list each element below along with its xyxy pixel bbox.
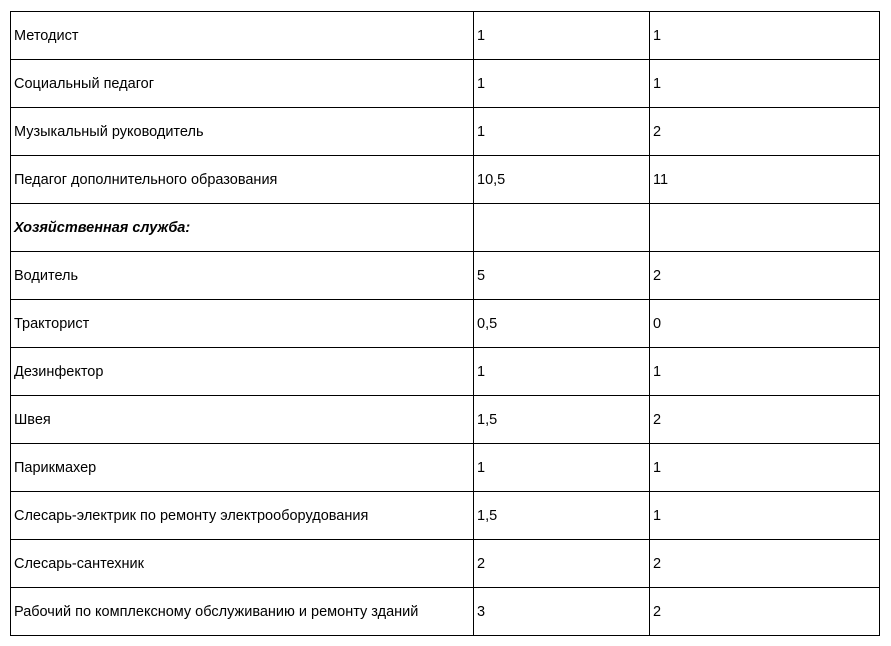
- staff-count-cell-1: 2: [474, 540, 650, 588]
- position-name-cell: Парикмахер: [11, 444, 474, 492]
- staff-count-cell-1: 5: [474, 252, 650, 300]
- table-row: [11, 12, 880, 60]
- table-row: [11, 444, 880, 492]
- staff-count-cell-1: 1: [474, 444, 650, 492]
- table-row: [11, 300, 880, 348]
- table-row: [11, 156, 880, 204]
- staff-table-body: [11, 12, 880, 636]
- table-row: [11, 540, 880, 588]
- staff-count-cell-2: 1: [650, 444, 880, 492]
- table-row: [11, 588, 880, 636]
- staff-count-cell-1: 3: [474, 588, 650, 636]
- staff-count-cell-2: 2: [650, 540, 880, 588]
- staff-count-cell-2: 1: [650, 348, 880, 396]
- staff-count-cell-1: 1: [474, 60, 650, 108]
- table-row: [11, 348, 880, 396]
- staff-count-cell-2: 1: [650, 60, 880, 108]
- staff-count-cell-2: 2: [650, 252, 880, 300]
- staff-count-cell-1: 1,5: [474, 492, 650, 540]
- table-row: [11, 492, 880, 540]
- staff-count-cell-2: 0: [650, 300, 880, 348]
- table-row: [11, 396, 880, 444]
- staff-count-cell-1: 1: [474, 12, 650, 60]
- table-row: [11, 60, 880, 108]
- staff-count-cell-1: 1: [474, 108, 650, 156]
- position-name-cell: Слесарь-электрик по ремонту электрооборудования: [11, 492, 474, 540]
- staff-count-cell-1: 0,5: [474, 300, 650, 348]
- section-header-row: [11, 204, 880, 252]
- staff-count-cell-2: 1: [650, 12, 880, 60]
- table-row: [11, 108, 880, 156]
- staff-count-cell-2: 2: [650, 108, 880, 156]
- position-name-cell: Швея: [11, 396, 474, 444]
- staff-count-cell-2: 2: [650, 396, 880, 444]
- position-name-cell: Рабочий по комплексному обслуживанию и ремонту зданий: [11, 588, 474, 636]
- position-name-cell: Педагог дополнительного образования: [11, 156, 474, 204]
- table-row: [11, 252, 880, 300]
- section-title: Хозяйственная служба:: [11, 204, 474, 252]
- position-name-cell: Дезинфектор: [11, 348, 474, 396]
- position-name-cell: Тракторист: [11, 300, 474, 348]
- position-name-cell: Социальный педагог: [11, 60, 474, 108]
- position-name-cell: Музыкальный руководитель: [11, 108, 474, 156]
- position-name-cell: Методист: [11, 12, 474, 60]
- staff-count-cell-1: [474, 204, 650, 252]
- staff-table: [10, 11, 880, 636]
- staff-count-cell-2: 2: [650, 588, 880, 636]
- position-name-cell: Водитель: [11, 252, 474, 300]
- staff-count-cell-1: 10,5: [474, 156, 650, 204]
- staff-count-cell-1: 1: [474, 348, 650, 396]
- staff-count-cell-1: 1,5: [474, 396, 650, 444]
- staff-count-cell-2: [650, 204, 880, 252]
- position-name-cell: Слесарь-сантехник: [11, 540, 474, 588]
- staff-count-cell-2: 1: [650, 492, 880, 540]
- staff-count-cell-2: 11: [650, 156, 880, 204]
